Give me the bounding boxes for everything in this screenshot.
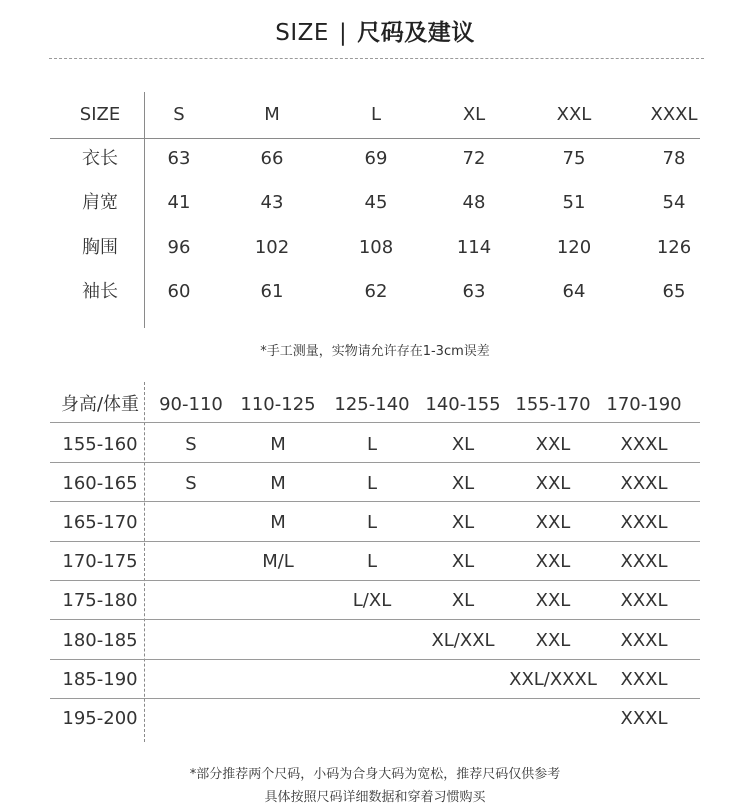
table-cell: 62 bbox=[364, 281, 388, 302]
row-label: 160-165 bbox=[62, 473, 138, 494]
table-cell bbox=[508, 704, 598, 734]
table-cell bbox=[418, 704, 508, 734]
row-label: 185-190 bbox=[62, 669, 138, 690]
title-english: SIZE bbox=[275, 20, 329, 46]
table-cell bbox=[146, 626, 236, 656]
table-cell: L bbox=[366, 473, 378, 494]
table-cell: L bbox=[366, 551, 378, 572]
size-header: XXXL bbox=[650, 104, 698, 125]
table-cell: 63 bbox=[462, 281, 486, 302]
table-cell: XXXL bbox=[620, 590, 668, 611]
table-cell bbox=[146, 665, 236, 695]
table-cell: L/XL bbox=[352, 590, 392, 611]
row-label: 195-200 bbox=[62, 708, 138, 729]
table-cell: XL bbox=[451, 512, 475, 533]
table-cell: XL/XXL bbox=[431, 630, 495, 651]
row-label: 180-185 bbox=[62, 630, 138, 651]
recommendation-note-line2: 具体按照尺码详细数据和穿着习惯购买 bbox=[264, 790, 486, 805]
table-cell bbox=[418, 665, 508, 695]
weight-header: 110-125 bbox=[240, 394, 316, 415]
table-cell: 69 bbox=[364, 148, 388, 169]
size-recommendation-table bbox=[50, 382, 700, 742]
table-cell: XXXL bbox=[620, 708, 668, 729]
table-cell: 126 bbox=[656, 237, 692, 258]
size-header: XL bbox=[462, 104, 486, 125]
table-cell bbox=[233, 586, 323, 616]
title-separator: | bbox=[338, 20, 348, 46]
size-header: M bbox=[264, 104, 280, 125]
size-header: XXL bbox=[556, 104, 592, 125]
table-row-divider bbox=[50, 580, 700, 581]
table-cell bbox=[233, 626, 323, 656]
row-label: 肩宽 bbox=[82, 192, 118, 213]
table-row-divider bbox=[50, 422, 700, 423]
table-cell: XXXL bbox=[620, 630, 668, 651]
weight-header: 125-140 bbox=[334, 394, 410, 415]
table-row-divider bbox=[50, 659, 700, 660]
table-cell: 102 bbox=[254, 237, 290, 258]
size-header: L bbox=[370, 104, 382, 125]
table-cell bbox=[327, 704, 417, 734]
table-cell: XXXL bbox=[620, 669, 668, 690]
weight-header: 90-110 bbox=[159, 394, 223, 415]
table-cell: 48 bbox=[462, 192, 486, 213]
size-measurement-table bbox=[50, 92, 700, 328]
table-cell: XXL bbox=[535, 551, 571, 572]
weight-header: 155-170 bbox=[515, 394, 591, 415]
table-cell: 43 bbox=[260, 192, 284, 213]
table-cell: 64 bbox=[562, 281, 586, 302]
measurement-note: *手工测量，实物请允许存在1-3cm误差 bbox=[260, 344, 490, 359]
table-cell bbox=[146, 704, 236, 734]
row-label: 155-160 bbox=[62, 434, 138, 455]
table-cell: M bbox=[270, 473, 286, 494]
table-cell: M bbox=[270, 434, 286, 455]
row-label: 175-180 bbox=[62, 590, 138, 611]
table-cell: 60 bbox=[167, 281, 191, 302]
table-cell: XXL bbox=[535, 590, 571, 611]
table-cell: XXL bbox=[535, 473, 571, 494]
table-cell bbox=[327, 665, 417, 695]
table-cell bbox=[233, 665, 323, 695]
table-cell: S bbox=[185, 434, 197, 455]
weight-header: 170-190 bbox=[606, 394, 682, 415]
table-cell: 61 bbox=[260, 281, 284, 302]
table-row-divider bbox=[50, 501, 700, 502]
table-cell: XXXL bbox=[620, 551, 668, 572]
table-cell: XXL bbox=[535, 630, 571, 651]
row-label: 170-175 bbox=[62, 551, 138, 572]
table-cell: 66 bbox=[260, 148, 284, 169]
table-cell: 96 bbox=[167, 237, 191, 258]
table-cell bbox=[146, 508, 236, 538]
table-cell bbox=[233, 704, 323, 734]
table-cell: XXL bbox=[535, 512, 571, 533]
table-cell: 78 bbox=[662, 148, 686, 169]
table-cell bbox=[146, 586, 236, 616]
table-cell: XXXL bbox=[620, 434, 668, 455]
table-row-divider bbox=[50, 462, 700, 463]
table-cell: 41 bbox=[167, 192, 191, 213]
row-label: 胸围 bbox=[82, 237, 118, 258]
table-cell: 51 bbox=[562, 192, 586, 213]
table-cell: 108 bbox=[358, 237, 394, 258]
table-row-divider bbox=[50, 619, 700, 620]
table-cell: 45 bbox=[364, 192, 388, 213]
table-cell: XXXL bbox=[620, 473, 668, 494]
table-cell: M/L bbox=[262, 551, 294, 572]
table-header-divider bbox=[50, 138, 700, 139]
table-cell: XL bbox=[451, 434, 475, 455]
row-label: 袖长 bbox=[82, 281, 118, 302]
table-cell: 72 bbox=[462, 148, 486, 169]
page-title bbox=[0, 14, 750, 47]
table-cell: 75 bbox=[562, 148, 586, 169]
table-row-divider bbox=[50, 698, 700, 699]
table-cell: 63 bbox=[167, 148, 191, 169]
table-row-divider bbox=[50, 541, 700, 542]
table-cell: L bbox=[366, 512, 378, 533]
table-cell: XL bbox=[451, 590, 475, 611]
table-cell: 114 bbox=[456, 237, 492, 258]
table-cell bbox=[146, 547, 236, 577]
table-cell bbox=[327, 626, 417, 656]
row-label: 165-170 bbox=[62, 512, 138, 533]
table-cell: XXL/XXXL bbox=[509, 669, 597, 690]
size-header: S bbox=[173, 104, 185, 125]
corner-label: 身高/体重 bbox=[60, 394, 140, 415]
weight-header: 140-155 bbox=[425, 394, 501, 415]
table-cell: XL bbox=[451, 473, 475, 494]
row-label: 衣长 bbox=[82, 148, 118, 169]
table-cell: XXL bbox=[535, 434, 571, 455]
title-chinese: 尺码及建议 bbox=[357, 20, 475, 46]
table-cell: M bbox=[270, 512, 286, 533]
table-cell: 120 bbox=[556, 237, 592, 258]
table-cell: 65 bbox=[662, 281, 686, 302]
recommendation-note-line1: *部分推荐两个尺码，小码为合身大码为宽松，推荐尺码仅供参考 bbox=[189, 767, 561, 782]
table-cell: L bbox=[366, 434, 378, 455]
title-divider bbox=[49, 58, 704, 59]
table-cell: 54 bbox=[662, 192, 686, 213]
corner-label: SIZE bbox=[79, 104, 121, 125]
table-cell: XXXL bbox=[620, 512, 668, 533]
table-cell: S bbox=[185, 473, 197, 494]
table-cell: XL bbox=[451, 551, 475, 572]
